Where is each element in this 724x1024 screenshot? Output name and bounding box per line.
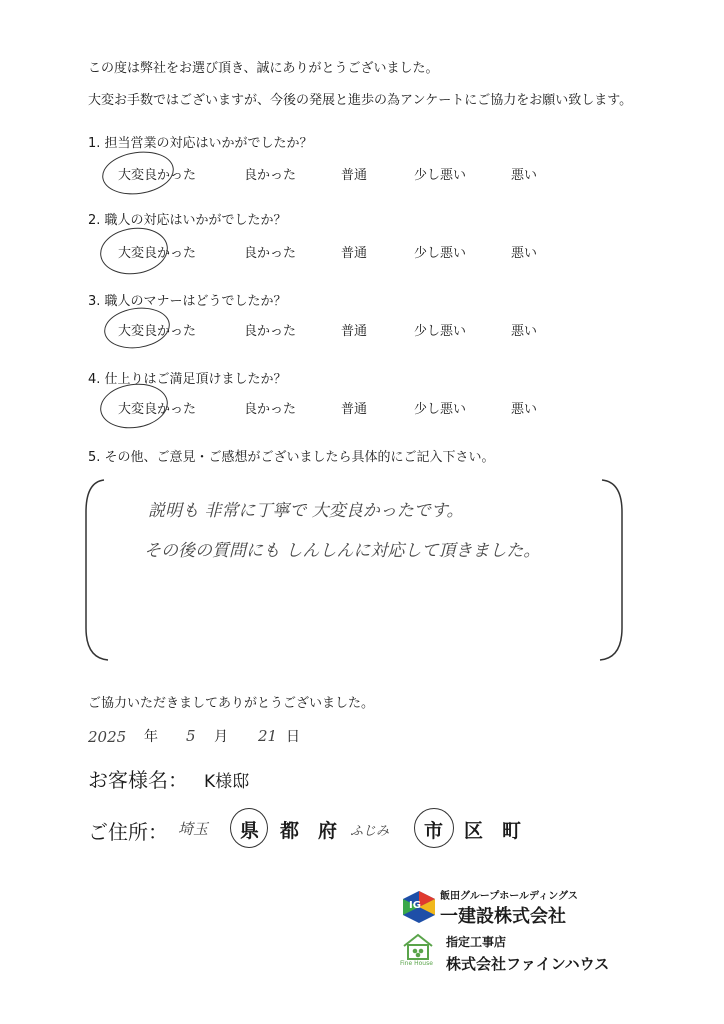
comment-area[interactable] — [100, 482, 610, 662]
q3-option-normal[interactable]: 普通 — [341, 324, 368, 339]
customer-name-label: お客様名： — [88, 768, 188, 792]
q3-option-bad[interactable]: 悪い — [511, 324, 538, 339]
q4-option-bad[interactable]: 悪い — [511, 402, 538, 417]
date-day: 21 — [258, 727, 278, 745]
q4-option-good[interactable]: 良かった — [244, 402, 297, 417]
thanks-text: ご協力いただきましてありがとうございました。 — [88, 696, 375, 711]
designated-contractor-label: 指定工事店 — [446, 935, 507, 949]
q3-selection-circle — [102, 304, 173, 353]
fine-house-logo-mark: Fine House — [400, 960, 433, 967]
q2-option-slightly-bad[interactable]: 少し悪い — [414, 246, 467, 261]
date-month-label: 月 — [214, 729, 228, 745]
intro-line-2: 大変お手数ではございますが、今後の発展と進歩の為アンケートにご協力をお願い致します。 — [88, 93, 633, 108]
ig-logo-mark: IG — [409, 900, 421, 911]
comment-line-2: その後の質問にも しんしんに対応して頂きました。 — [144, 541, 541, 561]
ig-group-name: 飯田グループホールディングス — [440, 891, 578, 902]
customer-name-value: K様邸 — [204, 772, 250, 792]
q1-option-bad[interactable]: 悪い — [511, 168, 538, 183]
q2-option-bad[interactable]: 悪い — [511, 246, 538, 261]
q1-option-slightly-bad[interactable]: 少し悪い — [414, 168, 467, 183]
question-3: 3. 職人のマナーはどうでしたか？ — [88, 294, 287, 309]
q4-option-slightly-bad[interactable]: 少し悪い — [414, 402, 467, 417]
q1-selection-circle — [99, 147, 176, 199]
address-fu: 府 — [318, 820, 340, 842]
question-1: 1. 担当営業の対応はいかがでしたか？ — [88, 136, 313, 151]
date-year: 2025 — [88, 728, 127, 746]
question-5: 5. その他、ご意見・ご感想がございましたら具体的にご記入下さい。 — [88, 450, 495, 465]
q1-option-good[interactable]: 良かった — [244, 168, 297, 183]
intro-line-1: この度は弊社をお選び頂き、誠にありがとうございました。 — [88, 61, 439, 76]
question-4: 4. 仕上りはご満足頂けましたか？ — [88, 372, 287, 387]
ken-selection-circle — [230, 808, 268, 848]
address-city-handwritten: ふじみ — [350, 824, 390, 839]
ig-company-name: 一建設株式会社 — [440, 906, 566, 927]
shi-selection-circle — [414, 808, 454, 848]
q3-option-slightly-bad[interactable]: 少し悪い — [414, 324, 467, 339]
address-ku: 区 — [464, 820, 486, 842]
fine-house-company-name: 株式会社ファインハウス — [446, 955, 610, 973]
q2-option-very-good[interactable]: 大変良かった — [118, 246, 197, 261]
q1-option-very-good[interactable]: 大変良かった — [118, 168, 197, 183]
q2-selection-circle — [97, 223, 171, 278]
q3-option-very-good[interactable]: 大変良かった — [118, 324, 197, 339]
q4-option-very-good[interactable]: 大変良かった — [118, 402, 197, 417]
q1-option-normal[interactable]: 普通 — [341, 168, 368, 183]
q2-option-good[interactable]: 良かった — [244, 246, 297, 261]
date-day-label: 日 — [286, 729, 300, 745]
fine-house-logo-icon — [400, 932, 436, 962]
q3-option-good[interactable]: 良かった — [244, 324, 297, 339]
comment-line-1: 説明も 非常に丁寧で 大変良かったです。 — [148, 501, 464, 521]
address-label: ご住所： — [88, 820, 168, 844]
address-prefecture-handwritten: 埼玉 — [178, 820, 209, 838]
date-year-label: 年 — [144, 729, 158, 745]
date-month: 5 — [186, 727, 196, 745]
address-shi: 市 — [424, 820, 446, 842]
address-to: 都 — [280, 820, 302, 842]
question-2: 2. 職人の対応はいかがでしたか？ — [88, 213, 287, 228]
q4-option-normal[interactable]: 普通 — [341, 402, 368, 417]
address-machi: 町 — [502, 820, 524, 842]
address-ken: 県 — [240, 820, 262, 842]
q2-option-normal[interactable]: 普通 — [341, 246, 368, 261]
q4-selection-circle — [97, 379, 170, 432]
